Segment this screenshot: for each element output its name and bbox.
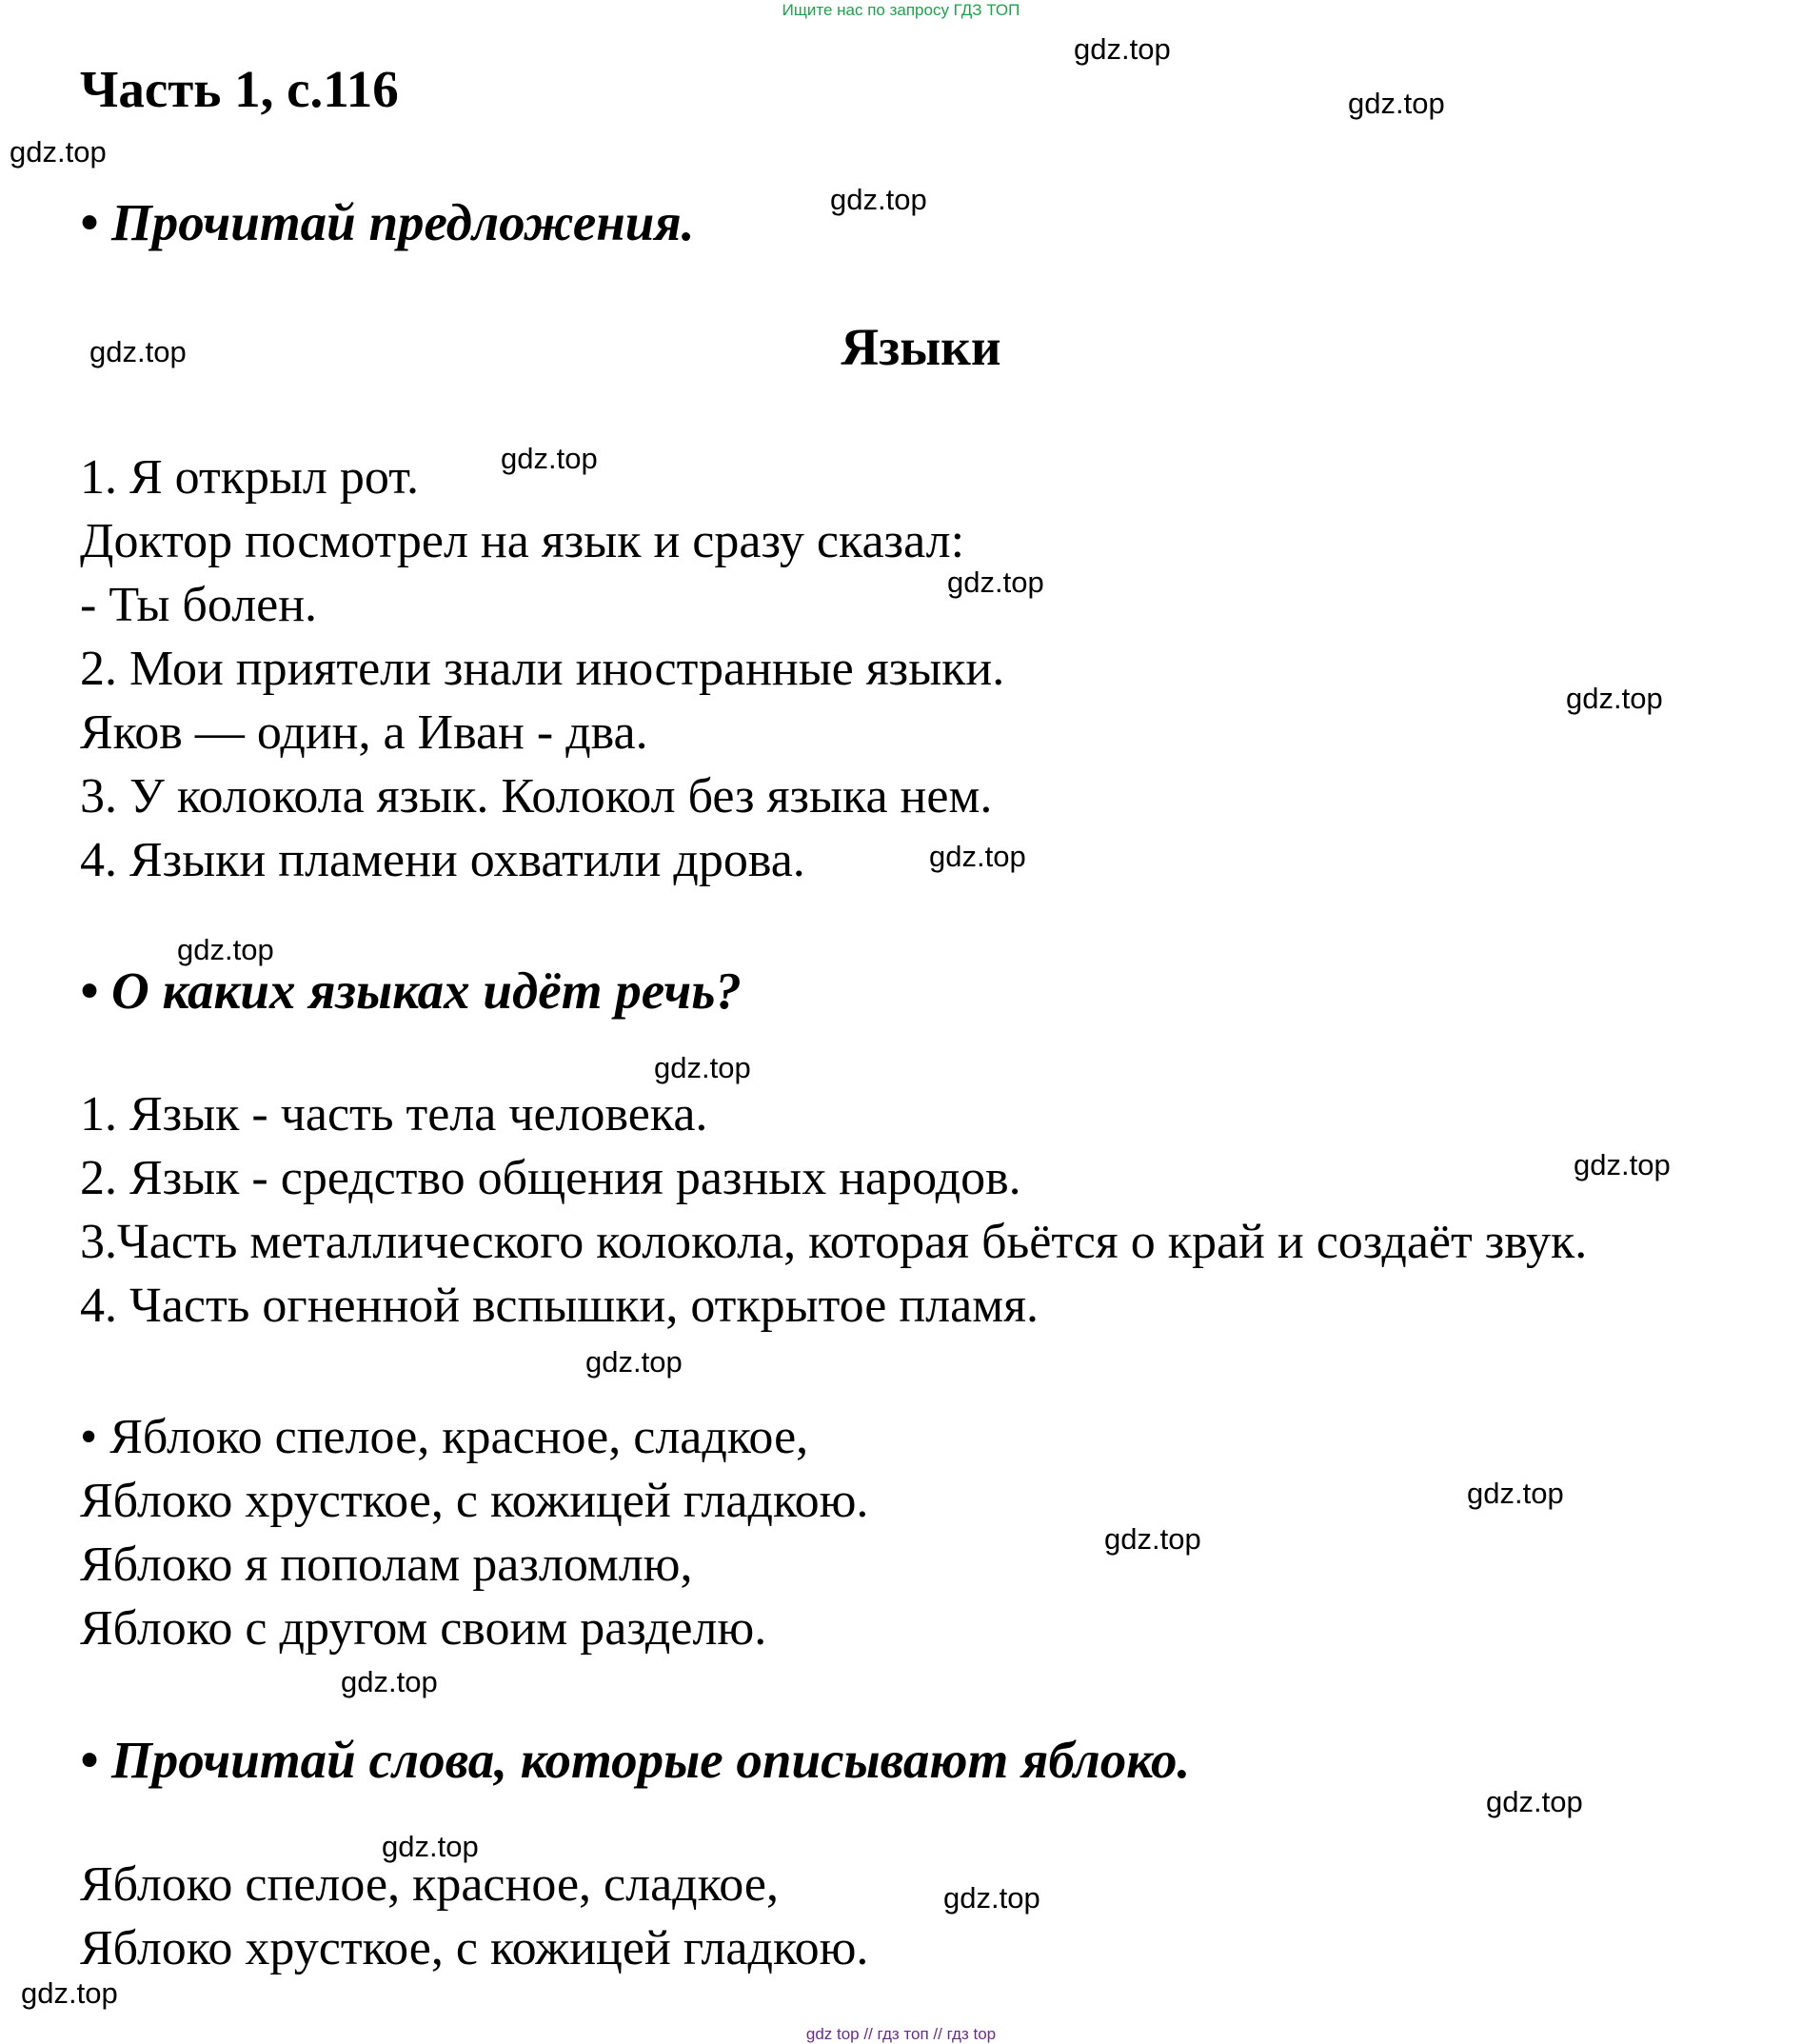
watermark: gdz.top xyxy=(177,933,274,966)
footer-link[interactable]: gdz top xyxy=(805,2025,860,2043)
answer-words-text xyxy=(80,1853,868,1980)
story-text xyxy=(80,442,1005,892)
story-line: 2. Мои приятели знали иностранные языки. xyxy=(80,642,1005,696)
task-which-tongues: • О каких языках идёт речь? xyxy=(80,962,742,1020)
poem-line: Яблоко я пополам разломлю, xyxy=(80,1538,693,1592)
watermark: gdz.top xyxy=(654,1051,751,1084)
answer-line: 1. Язык - часть тела человека. xyxy=(80,1087,708,1141)
task-read-sentences: • Прочитай предложения. xyxy=(80,193,695,251)
watermark: gdz.top xyxy=(585,1345,683,1379)
watermark: gdz.top xyxy=(10,135,107,169)
task-read-apple-words: • Прочитай слова, которые описывают яблоко. xyxy=(80,1731,1191,1789)
search-banner[interactable] xyxy=(0,2,1802,18)
search-banner-text[interactable]: Ищите нас по запросу ГДЗ ТОП xyxy=(782,1,1020,19)
answer-line: 2. Язык - средство общения разных народов. xyxy=(80,1151,1021,1205)
watermark: gdz.top xyxy=(1486,1785,1583,1818)
poem-line: • Яблоко спелое, красное, сладкое, xyxy=(80,1410,809,1464)
story-line: Доктор посмотрел на язык и сразу сказал: xyxy=(80,514,965,568)
footer-separator: // xyxy=(933,2025,942,2043)
story-line: 1. Я открыл рот. xyxy=(80,450,420,505)
page-title: Часть 1, с.116 xyxy=(80,60,399,118)
watermark: gdz.top xyxy=(947,566,1044,599)
watermark: gdz.top xyxy=(341,1665,438,1698)
watermark: gdz.top xyxy=(382,1830,479,1863)
footer-links xyxy=(0,2026,1802,2042)
watermark: gdz.top xyxy=(501,442,598,475)
watermark: gdz.top xyxy=(929,840,1026,873)
watermark: gdz.top xyxy=(830,183,927,216)
answer-words-line: Яблоко хрусткое, с кожицей гладкою. xyxy=(80,1921,869,1975)
story-line: 3. У колокола язык. Колокол без языка нем. xyxy=(80,769,993,824)
watermark: gdz.top xyxy=(943,1881,1040,1915)
story-line: - Ты болен. xyxy=(80,578,318,632)
watermark: gdz.top xyxy=(1566,682,1663,715)
watermark: gdz.top xyxy=(1104,1522,1201,1556)
footer-link[interactable]: гдз top xyxy=(946,2025,997,2043)
watermark: gdz.top xyxy=(1348,87,1445,120)
poem-text xyxy=(80,1405,868,1660)
watermark: gdz.top xyxy=(89,335,187,368)
watermark: gdz.top xyxy=(1074,32,1171,66)
poem-line: Яблоко хрусткое, с кожицей гладкою. xyxy=(80,1474,869,1528)
answer-line: 3.Часть металлического колокола, которая бьётся о край и создаёт звук. xyxy=(80,1215,1588,1269)
footer-link[interactable]: гдз топ xyxy=(877,2025,929,2043)
answers-text xyxy=(80,1082,1587,1338)
story-title: Языки xyxy=(841,318,1001,376)
story-line: Яков — один, а Иван - два. xyxy=(80,705,648,760)
watermark: gdz.top xyxy=(1467,1477,1564,1510)
footer-separator: // xyxy=(863,2025,873,2043)
watermark: gdz.top xyxy=(1574,1148,1671,1181)
answer-line: 4. Часть огненной вспышки, открытое пламя. xyxy=(80,1279,1040,1333)
answer-words-line: Яблоко спелое, красное, сладкое, xyxy=(80,1857,779,1912)
poem-line: Яблоко с другом своим разделю. xyxy=(80,1601,767,1656)
story-line: 4. Языки пламени охватили дрова. xyxy=(80,833,805,887)
watermark: gdz.top xyxy=(21,1976,118,2010)
